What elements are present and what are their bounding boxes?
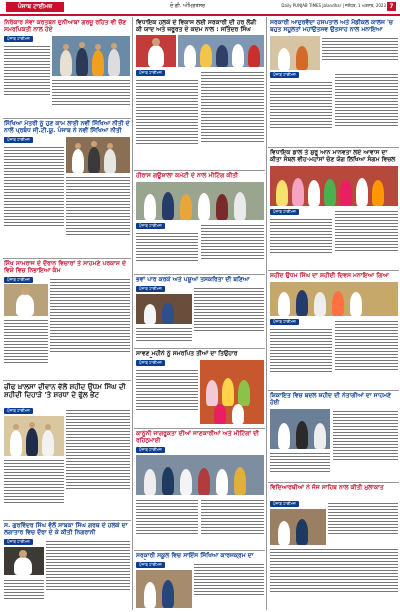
news-photo — [178, 35, 264, 67]
headline: ਹੀਰਾਸ ਗਊਸ਼ਾਲਾ ਕਮੇਟੀ ਦੇ ਨਾਲ ਮੀਟਿੰਗ ਕੀਤੀ — [136, 172, 238, 179]
section-divider — [3, 118, 131, 119]
news-photo — [66, 137, 130, 173]
news-photo — [270, 36, 320, 70]
headline: ਸਿੱਖਿਆ ਮੰਤਰੀ ਨੂੰ ਹੁਣ ਕਾਮ ਲਾਈ ਨਵੀਂ ਸਿੱਖਿਆ ਨੀਤੀ ਦੇ ਨਾਲੋਂ ਪ੍ਰਬੰਧ ਜੀ.ਟੀ.ਯੂ. ਪੰਜਾਬ ਨੇ ਨਵੀਂ ਸਿੱਖਿਆ ਨੀਤੀ — [4, 120, 130, 134]
source-tag: ਪੰਜਾਬ ਟਾਈਮਜ਼ — [4, 36, 33, 42]
news-photo — [4, 284, 48, 316]
headline: ਸਿੱਖ ਸਾਮਰਾਜ ਦੇ ਦੌਰਾਨ ਵਿਚਾਰਾਂ ਤੇ ਸਾਹਮਣੇ ਪਰਕਾਸ ਦੇ ਵਿਸ਼ੇ ਵਿਚ ਨਿਭਾਇਆ ਕੰਮ — [4, 260, 126, 274]
news-photo — [136, 455, 264, 495]
article-text — [328, 501, 398, 545]
dateline: Daily PUNJAB TIMES Jalandhar | ਜਲੰਧਰ, 1 ਅਗਸਤ, 2023 — [281, 3, 386, 8]
top-bar — [0, 0, 400, 14]
news-photo — [200, 360, 264, 424]
article-text — [270, 80, 332, 144]
section-divider — [134, 348, 265, 349]
source-tag: ਪੰਜਾਬ ਟਾਈਮਜ਼ — [270, 72, 299, 78]
article-text — [136, 326, 192, 346]
news-photo — [136, 182, 264, 220]
article-text — [136, 231, 198, 271]
headline: ਚੀਫ ਖ਼ਾਲਸਾ ਦੀਵਾਨ ਵੱਲੋਂ ਸ਼ਹੀਦ ਉਧਮ ਸਿੰਘ ਦੀ ਸ਼ਹੀਦੀ ਦਿਹਾੜੇ 'ਤੇ ਸ਼ਰਧਾ ਦੇ ਫੁੱਲ ਭੇਂਟ — [4, 383, 126, 399]
masthead-logo: ਪੰਜਾਬ ਟਾਈਮਜ਼ — [6, 2, 64, 12]
section-divider — [268, 390, 399, 391]
source-tag: ਪੰਜਾਬ ਟਾਈਮਜ਼ — [136, 562, 165, 568]
article-text — [50, 277, 130, 377]
source-tag: ਪੰਜਾਬ ਟਾਈਮਜ਼ — [136, 223, 165, 229]
article-text — [4, 145, 64, 255]
source-tag: ਪੰਜਾਬ ਟਾਈਮਜ਼ — [4, 277, 33, 283]
source-tag: ਪੰਜਾਬ ਟਾਈਮਜ਼ — [136, 360, 165, 366]
article-text — [270, 327, 332, 387]
section-divider — [134, 274, 265, 275]
headline: ਸਰਕਾਰੀ ਸਕੂਲ ਵਿਚ ਸਾਇੰਸ ਸਿੱਖਿਆ ਕਾਰਜਕ੍ਰਮ ਦਾ — [136, 552, 254, 559]
article-text — [201, 498, 264, 548]
news-photo — [270, 509, 326, 545]
section-divider — [3, 258, 131, 259]
headline: ਸ. ਗੁਰਵਿੰਦਰ ਸਿੰਘ ਵੱਲੋਂ ਸਾਬਕਾ ਸਿੰਘ ਗਰਥ ਦੇ ਹਲਕੇ ਦਾ ਲਗਾਤਾਰ ਵਿਚ ਦੌਰਾ ਦੇ ਕੇ ਕੀਤੀ ਨਿਗਰਾਨੀ — [4, 522, 128, 536]
article-text — [136, 368, 198, 424]
article-text — [4, 458, 64, 518]
article-text — [201, 70, 264, 168]
article-text — [333, 409, 398, 479]
headline: ਭਵਾਂ ਪਾਰ ਕਰਕੇ ਅਤੇ ਪਸ਼ੂਆਂ ਤਸਕਰਿਤਾ ਦੀ ਬਣਿਆ — [136, 276, 250, 283]
article-text — [201, 223, 264, 271]
article-text — [4, 318, 48, 377]
article-text — [136, 498, 198, 548]
article-text — [335, 72, 398, 144]
article-text — [270, 217, 332, 267]
article-text — [66, 175, 130, 255]
news-photo — [270, 166, 398, 206]
article-text — [194, 286, 264, 346]
headline: ਵਿਧਾਇਕ ਡਾਲ ਤੇ ਸ਼ੁਰੂ ਆਨ ਮਾਨਵਤਾ ਲਏ ਆਵਾਸ ਦਾ ਕੀਤਾ ਸੰਬਲ ਵੀਹ-ਮਹਾਂਸਾਂ ਚੋਣ ਯੋਗ ਲਿਖਿਆ ਸੰਗਮ ਵਿਚਲ — [270, 149, 396, 163]
page-number: 7 — [387, 2, 396, 11]
section-divider — [3, 520, 131, 521]
article-text — [4, 44, 50, 114]
article-text — [4, 578, 44, 609]
article-text — [52, 78, 130, 114]
source-tag: ਪੰਜਾਬ ਟਾਈਮਜ਼ — [270, 501, 299, 507]
news-photo — [4, 416, 64, 456]
news-photo — [136, 570, 192, 608]
headline: ਕਾਨੂੰਨੀ ਜਾਗਰੂਕਤਾ ਦੀਆਂ ਜਾਣਕਾਰੀਆਂ ਅਤੇ ਮੀਟਿੰਗਾਂ ਦੀ ਰਹਿਨੁਮਾਈ — [136, 430, 259, 444]
article-text — [335, 209, 398, 267]
edition-label: ਦੋ ਗੀ. ਅੰਮ੍ਰਿਤਸਰ — [170, 3, 205, 9]
source-tag: ਪੰਜਾਬ ਟਾਈਮਜ਼ — [136, 70, 165, 76]
headline: ਸ਼ਿਕਾਇਤ ਵਿਚ ਬਦਲ ਸ਼ਹੀਦ ਦੀ ਨੇਤਾਗੀਆਂ ਦਾ ਸਾਹਮਣੇ ਹੋਈ — [270, 392, 391, 406]
section-divider — [3, 380, 131, 381]
news-photo — [136, 294, 192, 324]
article-text — [270, 451, 330, 479]
article-text — [335, 319, 398, 387]
news-photo — [52, 36, 130, 76]
article-text — [66, 408, 130, 518]
headline: ਵਿਦਿਆਰਥੀਆਂ ਨੇ ਜੱਜ ਸਾਹਿਬ ਨਾਲ ਕੀਤੀ ਮੁਲਾਕਾਤ — [270, 484, 384, 491]
source-tag: ਪੰਜਾਬ ਟਾਈਮਜ਼ — [4, 137, 33, 143]
column-divider — [132, 17, 133, 610]
news-photo — [4, 547, 44, 575]
section-divider — [268, 147, 399, 148]
section-divider — [134, 550, 265, 551]
article-text — [194, 562, 264, 608]
headline: ਸਾਵਣ ਮਹੀਨੇ ਨੂੰ ਸਮਰਪਿਤ ਤੀਆਂ ਦਾ ਤਿਉਹਾਰ — [136, 350, 238, 357]
article-text — [136, 78, 198, 168]
section-divider — [134, 170, 265, 171]
article-text — [270, 547, 398, 609]
section-divider — [134, 428, 265, 429]
section-divider — [268, 482, 399, 483]
headline: ਸ਼ਹੀਦ ਉਧਮ ਸਿੰਘ ਦਾ ਸ਼ਹੀਦੀ ਦਿਵਸ ਮਨਾਇਆ ਗਿਆ — [270, 272, 389, 279]
section-divider — [268, 270, 399, 271]
news-photo — [270, 282, 398, 316]
headline: ਨਿਰੰਕਾਰ ਸੇਵਾ ਕਰਤਬਨ ਦੁਨੀਆਬਾ ਗਰਜੂ ਰਹਿਤ ਵੀ ਚੌਣ ਸਮਰਪਿਕਤੀ ਨਾਲ ਹੋਏ — [4, 19, 127, 33]
source-tag: ਪੰਜਾਬ ਟਾਈਮਜ਼ — [270, 209, 299, 215]
column-divider — [266, 17, 267, 610]
source-tag: ਪੰਜਾਬ ਟਾਈਮਜ਼ — [4, 408, 33, 414]
article-text — [322, 36, 398, 70]
article-text — [46, 539, 130, 609]
masthead-rule — [0, 14, 400, 16]
news-photo — [270, 409, 330, 449]
news-photo — [136, 35, 176, 67]
source-tag: ਪੰਜਾਬ ਟਾਈਮਜ਼ — [136, 286, 165, 292]
headline: ਵਿਧਾਇਕ ਹਲਕੇ ਦੇ ਵਿਕਾਸ ਲਈ ਸਰਕਾਰੀ ਦੀ ਹਰ ਲੋੜੀ ਕੀ ਯਾਦ ਅਤੇ ਜ਼ਰੂਰਤ ਦੇ ਕਦਮ ਨਾਲ : ਸਤਿੰਦਰ ਸਿੰਘ — [136, 19, 257, 33]
source-tag: ਪੰਜਾਬ ਟਾਈਮਜ਼ — [4, 539, 33, 545]
source-tag: ਪੰਜਾਬ ਟਾਈਮਜ਼ — [136, 447, 165, 453]
source-tag: ਪੰਜਾਬ ਟਾਈਮਜ਼ — [270, 319, 299, 325]
headline: ਸਰਕਾਰੀ ਆਦੁਰਵੈਦਾ ਹਸਪਤਾਲ ਅਤੇ ਮੈਡੀਕਲ ਕਾਲਜ 'ਚ ਬਹੁਤ ਸਹੂਲਤਾਂ ਮਹਾਂਉਤਸਵ ਉਤਸਾਹ ਨਾਲ ਮਨਾਇਆ — [270, 19, 393, 33]
